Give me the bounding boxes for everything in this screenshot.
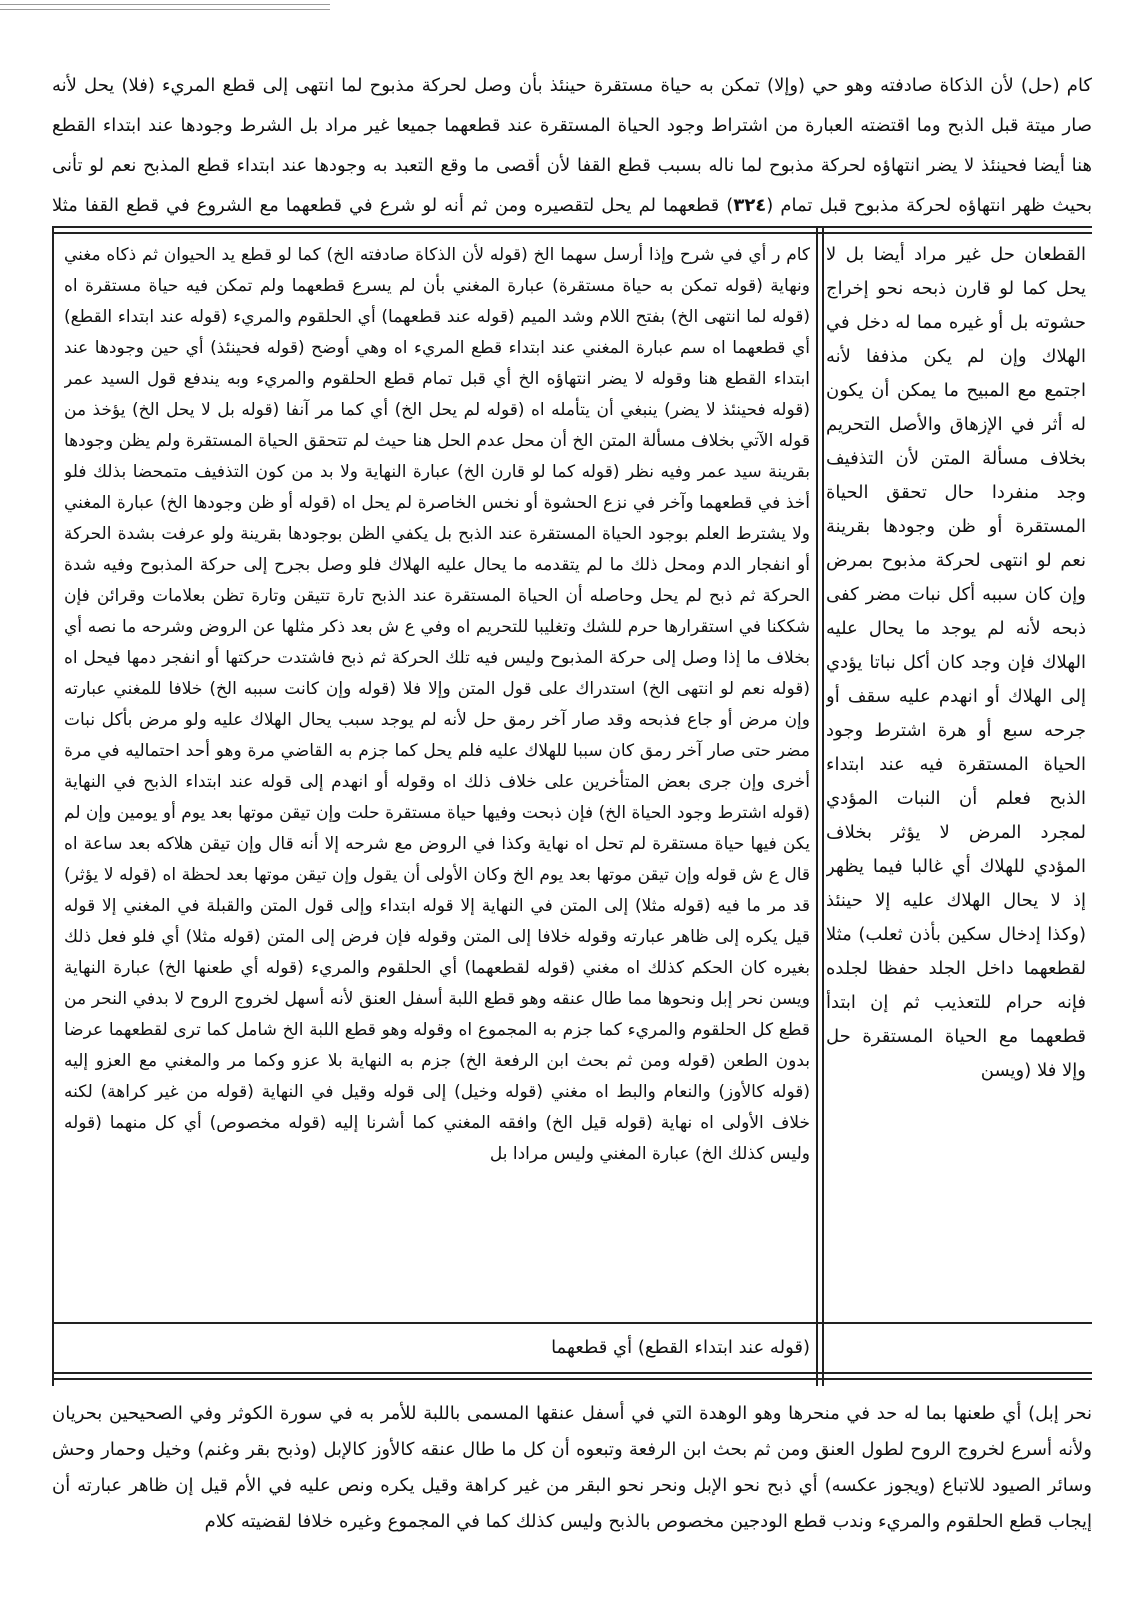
side-commentary-text: القطعان حل غير مراد أيضا بل لا يحل كما لو قارن ذبحه نحو إخراج حشوته بل أو غيره مما له دخل في الهلاك وإن لم يكن مذففا لأنه اجتمع مع المبيح ما يمكن أن يكون له أثر في الإزهاق والأصل التحريم بخلاف مسألة المتن لأن التذفيف وجد منفردا حال تحقق الحياة المستقرة أو ظن وجودها بقرينة نعم لو انتهى لحركة مذبوح بمرض وإن كان سببه أكل نبات مضر كفى ذبحه لأنه لم يوجد ما يحال عليه الهلاك فإن وجد كان أكل نباتا يؤدي إلى الهلاك أو انهدم عليه سقف أو جرحه سبع أو هرة اشترط وجود الحياة المستقرة فيه عند ابتداء الذبح فعلم أن النبات المؤدي لمجرد المرض لا يؤثر بخلاف المؤدي للهلاك أي غالبا فيما يظهر إذ لا يحال الهلاك عليه إلا حينئذ (وكذا إدخال سكين بأذن ثعلب) مثلا لقطعهما داخل الجلد حفظا لجلده فإنه حرام للتعذيب ثم إن ابتدأ قطعهما مع الحياة المستقرة حل وإلا فلا (ويسن	[826, 244, 1086, 1081]
bottom-text-block	[52, 1396, 1092, 1596]
sub-commentary-column	[64, 240, 810, 1320]
page-number: ٣٢٤	[733, 195, 767, 216]
frame-top-rule	[52, 226, 1092, 228]
main-text-block	[52, 66, 1092, 226]
frame-left-rule	[52, 226, 54, 1386]
frame-top-rule-inner	[52, 232, 1092, 234]
main-text: كام (حل) لأن الذكاة صادفته وهو حي (وإلا) تمكن به حياة مستقرة حينئذ بأن وصل لحركة مذبوح لما انتهى إلى قطع المريء (فلا) يحل لأنه صار ميتة قبل الذبح وما اقتضته العبارة من اشتراط وجود الحياة المستقرة عند قطعهما جميعا غير مراد بل الشرط وجودها عند ابتداء القطع هنا أيضا فحينئذ لا يضر انتهاؤه لحركة مذبوح لما ناله بسبب قطع القفا لأن أقصى ما وقع التعبد به وجودها عند ابتداء قطع المذبح نعم لو تأنى بحيث ظهر انتهاؤه لحركة مذبوح قبل تمام (٣٢٤) قطعهما لم يحل لتقصيره ومن ثم أنه لو شرع في قطعهما مع الشروع في قطع القفا مثلا	[52, 75, 1092, 216]
commentary-footnote-text: (قوله عند ابتداء القطع) أي قطعهما	[551, 1337, 810, 1358]
bottom-text: نحر إبل) أي طعنها بما له حد في منحرها وهو الوهدة التي في أسفل عنقها المسمى باللبة للأمر به في سورة الكوثر وفي الصحيحين بحريان ولأنه أسرع لخروج الروح لطول العنق ومن ثم بحث ابن الرفعة وتبعوه أن كل ما طال عنقه كالأوز كالإبل (وذبح بقر وغنم) وخيل وحمار وحش وسائر الصيود للاتباع (ويجوز عكسه) أي ذبح نحو الإبل ونحر نحو البقر من غير كراهة وقيل يكره ونص عليه في الأم قيل إن ظاهر عبارته أن إيجاب قطع الحلقوم والمريء وندب قطع الودجين مخصوص بالذبح وليس كذلك كما في المجموع وغيره خلافا لقضيته كلام	[52, 1403, 1092, 1532]
commentary-frame	[52, 226, 1092, 1386]
top-rule-lines	[0, 4, 330, 14]
side-commentary-column	[826, 238, 1086, 1378]
frame-bottom-rule	[52, 1378, 1092, 1380]
frame-column-rule-inner	[822, 226, 824, 1386]
sub-commentary-text: كام ر أي في شرح وإذا أرسل سهما الخ (قوله لأن الذكاة صادفته الخ) كما لو قطع يد الحيوان ثم ذكاه مغني ونهاية (قوله تمكن به حياة مستقرة) عبارة المغني بأن لم يسرع قطعهما ولم تمكن فيه حياة مستقرة اه (قوله لما انتهى الخ) بفتح اللام وشد الميم (قوله عند قطعهما) أي الحلقوم والمريء (قوله عند ابتداء القطع) أي قطعهما اه سم عبارة المغني عند ابتداء قطع المريء اه وهي أوضح (قوله فحينئذ) أي حين وجودها عند ابتداء القطع هنا وقوله لا يضر انتهاؤه الخ أي قبل تمام قطع الحلقوم والمريء وبه يندفع قول السيد عمر (قوله فحينئذ لا يضر) ينبغي أن يتأمله اه (قوله لم يحل الخ) أي كما مر آنفا (قوله بل لا يحل الخ) يؤخذ من قوله الآتي بخلاف مسألة المتن الخ أن محل عدم الحل هنا حيث لم تتحقق الحياة المستقرة ولم يظن وجودها بقرينة سيد عمر وفيه نظر (قوله كما لو قارن الخ) عبارة النهاية ولا بد من كون التذفيف متمحضا بذلك فلو أخذ في قطعهما وآخر في نزع الحشوة أو نخس الخاصرة لم يحل اه (قوله أو ظن وجودها الخ) عبارة المغني ولا يشترط العلم بوجود الحياة المستقرة عند الذبح بل يكفي الظن بوجودها بقرينة ولو عرفت بشدة الحركة أو انفجار الدم ومحل ذلك ما لم يتقدمه ما يحال عليه الهلاك فلو وصل بجرح إلى حركة المذبوح وفيه شدة الحركة ثم ذبح لم يحل وحاصله أن الحياة المستقرة عند الذبح تارة تتيقن وتارة تظن بعلامات وقرائن فإن شككنا في استقرارها حرم للشك وتغليبا للتحريم اه وفي ع ش بعد ذكر مثلها عن الروض وشرحه ما نصه أي بخلاف ما إذا وصل إلى حركة المذبوح وليس فيه تلك الحركة ثم ذبح فاشتدت حركتها أو انفجر دمها فيحل اه (قوله نعم لو انتهى الخ) استدراك على قول المتن وإلا فلا (قوله وإن كانت سببه الخ) خلافا للمغني عبارته وإن مرض أو جاع فذبحه وقد صار آخر رمق حل لأنه لم يوجد سبب يحال الهلاك عليه ولو مرض بأكل نبات مضر حتى صار آخر رمق كان سببا للهلاك عليه فلم يحل كما جزم به القاضي مرة وهو أحد احتماليه في مرة أخرى وإن جرى بعض المتأخرين على خلاف ذلك اه وقوله أو انهدم إلى قوله عند ابتداء الذبح في النهاية (قوله اشترط وجود الحياة الخ) فإن ذبحت وفيها حياة مستقرة حلت وإن تيقن موتها بعد يوم أو يومين وإن لم يكن فيها حياة مستقرة لم تحل اه نهاية وكذا في الروض مع شرحه إلا أنه قال وإن تيقن هلاكه بعد ساعة اه قال ع ش قوله وإن تيقن موتها بعد يوم الخ وكان الأولى أن يقول وإن تيقن موتها بعد لحظة اه (قوله لا يؤثر) قد مر ما فيه (قوله مثلا) إلى المتن في النهاية إلا قوله ابتداء وإلى قول المتن والقبلة في المغني إلا قوله قيل يكره إلى ظاهر عبارته وقوله خلافا إلى المتن وقوله فإن فرض إلى المتن (قوله مثلا) أي فلو فعل ذلك بغيره كان الحكم كذلك اه مغني (قوله لقطعهما) أي الحلقوم والمريء (قوله أي طعنها الخ) عبارة النهاية ويسن نحر إبل ونحوها مما طال عنقه وهو قطع اللبة أسفل العنق لأنه أسهل لخروج الروح لا بدفي النحر من قطع كل الحلقوم والمريء كما جزم به المجموع اه وقوله وهو قطع اللبة الخ شامل كما ترى لقطعهما عرضا بدون الطعن (قوله ومن ثم بحث ابن الرفعة الخ) جزم به النهاية بلا عزو وكما مر والمغني مع العزو إليه (قوله كالأوز) والنعام والبط اه مغني (قوله وخيل) إلى قوله وقيل في النهاية (قوله من غير كراهة) لكنه خلاف الأولى اه نهاية (قوله قيل الخ) وافقه المغني كما أشرنا إليه (قوله مخصوص) أي كل منهما (قوله وليس كذلك الخ) عبارة المغني وليس مرادا بل	[64, 245, 810, 1164]
commentary-footnote	[64, 1330, 810, 1366]
frame-column-rule	[816, 226, 818, 1386]
